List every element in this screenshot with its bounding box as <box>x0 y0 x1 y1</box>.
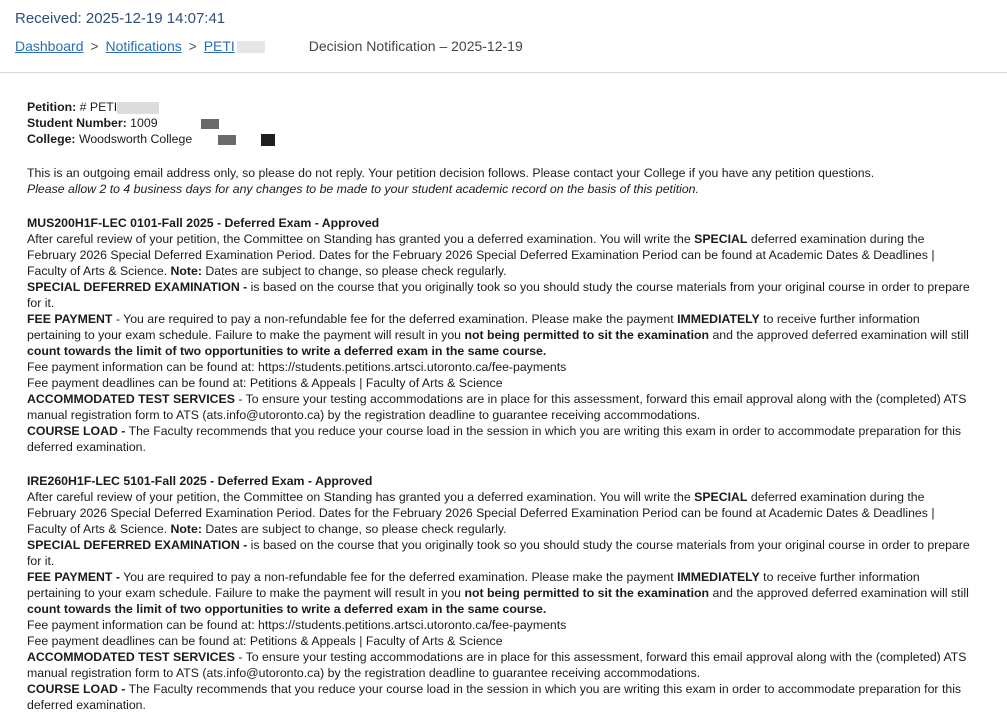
course-load-info: COURSE LOAD - The Faculty recommends that you reduce your course load in the session in which you are writing this exam in order to accommodate preparation for this deferred examination. <box>27 682 962 712</box>
fee-payment-deadlines: Fee payment deadlines can be found at: Petitions & Appeals | Faculty of Arts & Science <box>27 376 503 390</box>
college-line <box>27 131 977 147</box>
student-number-line <box>27 115 977 131</box>
decision-block <box>27 473 977 713</box>
accommodated-test-services-info: ACCOMMODATED TEST SERVICES - To ensure your testing accommodations are in place for this assessment, forward this email approval along with the (completed) ATS manual registration form to ATS (ats.info@utoronto.ca) by the registration deadline to guarantee receiving accommodations. <box>27 650 967 680</box>
fee-payment-info: FEE PAYMENT - You are required to pay a non-refundable fee for the deferred examination. Please make the payment IMMEDIATELY to receive further information pertaining to your exam schedule. Failure to make the payment will result in you not being permitted to sit the examination and the approved deferred examination will still count towards the limit of two opportunities to write a deferred exam in the same course. <box>27 570 969 616</box>
fee-payment-info-link: Fee payment information can be found at: https://students.petitions.artsci.utoronto.ca/fee-payments <box>27 618 567 632</box>
breadcrumb-petition-link[interactable]: PETI <box>203 38 235 54</box>
decision-block <box>27 215 977 455</box>
decision-review: After careful review of your petition, the Committee on Standing has granted you a deferred examination. You will write the SPECIAL deferred examination during the February 2026 Special Deferred Examination Period. Dates for the February 2026 Special Deferred Examination Period can be found at Academic Dates & Deadlines | Faculty of Arts & Science. Note: Dates are subject to change, so please check regularly. <box>27 490 935 536</box>
petition-label: Petition: <box>27 100 77 114</box>
notification-header <box>0 0 1007 73</box>
petition-value: # PETI <box>79 100 118 114</box>
decision-title: IRE260H1F-LEC 5101-Fall 2025 - Deferred Exam - Approved <box>27 474 373 488</box>
redaction-mark <box>218 135 236 145</box>
fee-payment-info: FEE PAYMENT - You are required to pay a non-refundable fee for the deferred examination. Please make the payment IMMEDIATELY to receive further information pertaining to your exam schedule. Failure to make the payment will result in you not being permitted to sit the examination and the approved deferred examination will still count towards the limit of two opportunities to write a deferred exam in the same course. <box>27 312 969 358</box>
breadcrumb <box>15 38 523 54</box>
breadcrumb-current: Decision Notification – 2025-12-19 <box>308 38 523 54</box>
special-deferred-exam-info: SPECIAL DEFERRED EXAMINATION - is based on the course that you originally took so you should study the course materials from your original course in order to prepare for it. <box>27 280 970 310</box>
petition-number-line <box>27 99 977 115</box>
accommodated-test-services-info: ACCOMMODATED TEST SERVICES - To ensure your testing accommodations are in place for this assessment, forward this email approval along with the (completed) ATS manual registration form to ATS (ats.info@utoronto.ca) by the registration deadline to guarantee receiving accommodations. <box>27 392 967 422</box>
note-label: Note: <box>170 522 202 536</box>
breadcrumb-separator: > <box>188 38 197 54</box>
college-label: College: <box>27 132 76 146</box>
fee-payment-info-link: Fee payment information can be found at: https://students.petitions.artsci.utoronto.ca/fee-payments <box>27 360 567 374</box>
redaction-mark <box>237 41 265 53</box>
redaction-mark <box>261 134 275 146</box>
received-timestamp: Received: 2025-12-19 14:07:41 <box>15 10 226 27</box>
breadcrumb-dashboard-link[interactable]: Dashboard <box>15 38 84 54</box>
breadcrumb-notifications-link[interactable]: Notifications <box>105 38 182 54</box>
special-deferred-exam-info: SPECIAL DEFERRED EXAMINATION - is based on the course that you originally took so you should study the course materials from your original course in order to prepare for it. <box>27 538 970 568</box>
course-load-info: COURSE LOAD - The Faculty recommends that you reduce your course load in the session in which you are writing this exam in order to accommodate preparation for this deferred examination. <box>27 424 962 454</box>
intro-processing-time: Please allow 2 to 4 business days for any changes to be made to your student academic record on the basis of this petition. <box>27 182 699 196</box>
fee-payment-deadlines: Fee payment deadlines can be found at: Petitions & Appeals | Faculty of Arts & Science <box>27 634 503 648</box>
redaction-mark <box>201 119 219 129</box>
decision-review: After careful review of your petition, the Committee on Standing has granted you a deferred examination. You will write the SPECIAL deferred examination during the February 2026 Special Deferred Examination Period. Dates for the February 2026 Special Deferred Examination Period can be found at Academic Dates & Deadlines | Faculty of Arts & Science. Note: Dates are subject to change, so please check regularly. <box>27 232 935 278</box>
decision-notification-body <box>27 99 977 713</box>
redaction-mark <box>117 102 159 114</box>
decision-title: MUS200H1F-LEC 0101-Fall 2025 - Deferred Exam - Approved <box>27 216 380 230</box>
student-number-label: Student Number: <box>27 116 127 130</box>
college-value: Woodsworth College <box>78 132 193 146</box>
student-number-value: 1009 <box>130 116 158 130</box>
note-label: Note: <box>170 264 202 278</box>
intro-no-reply: This is an outgoing email address only, so please do not reply. Your petition decision follows. Please contact your College if you have any petition questions. <box>27 166 875 180</box>
breadcrumb-separator: > <box>90 38 99 54</box>
